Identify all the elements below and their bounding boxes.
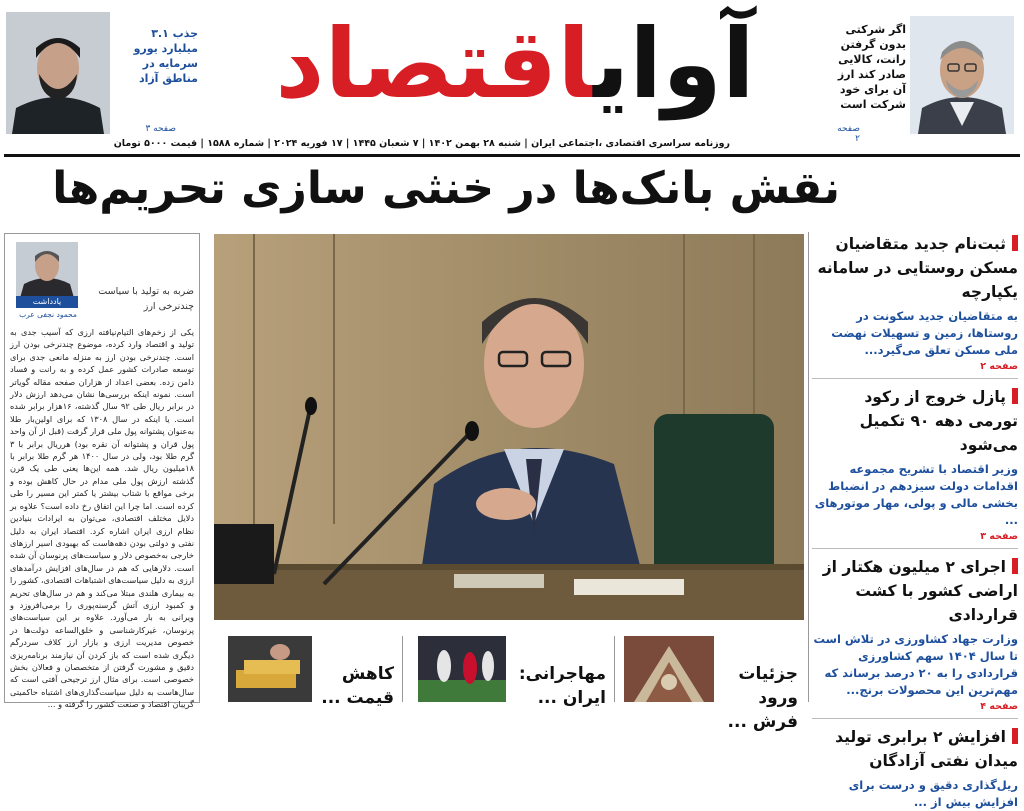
football-photo[interactable] — [418, 636, 506, 702]
news-item[interactable] — [812, 725, 1018, 811]
teaser-right-page[interactable]: صفحه ۲ — [837, 124, 860, 144]
news-item[interactable] — [812, 385, 1018, 542]
carpet-photo[interactable] — [624, 636, 714, 702]
column-divider — [808, 232, 809, 702]
main-photo-icon — [214, 234, 804, 620]
logo-word-avaye: آوای — [593, 8, 755, 120]
news-item[interactable] — [812, 555, 1018, 712]
news-item-title[interactable]: افزایش ۲ برابری تولید میدان نفتی آزادگان — [812, 725, 1018, 773]
bottom-teaser-title[interactable]: جزئیات ورود فرش ... — [727, 664, 798, 732]
news-item[interactable] — [812, 232, 1018, 372]
opinion-author[interactable]: محمود نجفی عرب — [19, 310, 77, 319]
news-item-page[interactable]: صفحه ۴ — [980, 701, 1018, 712]
bottom-teaser-title[interactable]: مهاجرانی: ایران ... — [518, 664, 606, 708]
opinion-title[interactable]: ضربه به تولید با سیاست چندنرخی ارز — [98, 286, 194, 312]
carpet-photo-icon — [624, 636, 714, 702]
gold-photo-icon — [228, 636, 312, 702]
divider — [812, 378, 1018, 379]
news-item-body: به متقاضیان جدید سکونت در روستاها، زمین و تسهیلات نهضت ملی مسکن تعلق می‌گیرد... — [831, 309, 1018, 357]
right-column — [812, 232, 1018, 811]
teaser-left-text[interactable]: جذب ۳.۱ میلیارد یورو سرمایه در مناطق آزاد — [133, 27, 198, 85]
divider — [812, 718, 1018, 719]
news-item-title[interactable]: پازل خروج از رکود تورمی دهه ۹۰ تکمیل می‌شود — [812, 385, 1018, 457]
teaser-left-page[interactable]: صفحه ۳ — [145, 124, 176, 134]
news-item-body: ریل‌گذاری دقیق و درست برای افزایش بیش از ... — [848, 778, 1018, 809]
main-headline[interactable]: نقش بانک‌ها در خنثی سازی تحریم‌ها — [52, 163, 840, 214]
opinion-body: یکی از زخم‌های التیام‌نیافته ارزی که آسیب جدی به تولید و اقتصاد وارد کرده، موضوع چندنرخی بودن ارز است. چندنرخی بودن ارز به منزله مانعی جدی برای توسعه صادرات کشور عمل کرده و به رانت و فساد دامن زده. بعضی اعداد از هزاران صفحه مقاله گویاتر است. نمونه اینکه بررسی‌ها نشان می‌دهد ارزش دلار در برابر ریال طی ۹۲ سال گذشته، ۱۶هزار برابر شده است. یا اینکه در سال ۱۳۰۸ که برای اولین‌بار طلا به‌عنوان پشتوانه پول ملی قرار گرفت (قبل از آن واحد پول قران و پشتوانه آن نقره بود) هرریال برابر با ۳ گرم طلا بود، ولی در سال ۱۴۰۰ هر گرم طلا برابر با ۱۸میلیون ریال شد. همه این‌ها یعنی طی یک قرن گذشته ارزش پول ملی مدام در حال کاهش بوده و برخی مواقع با شتاب بیشتر یا کمتر این مسیر را طی کرده است. اما چرا این اتفاق رخ داده است؟ علاوه بر دلایل مختلف اقتصادی، می‌توان به ایرادات بنیادین نظام ارزی ایران اشاره کرد. اقتصاد ایران به دلیل نفتی و دولتی بودن دهه‌هاست که بهبودی اسیر ارزهای خارجی به‌خصوص دلار و سیاست‌های پرنوسان آن شده است. دلارهایی که هم در سال‌های افزایش درآمدهای ارزی به دلیل سیاست‌های اشتباهات اقتصادی، کشور را به بیماری هلندی مبتلا می‌کند و هم در سال‌های تحریم و کمبود ارزی آتش گرسنه‌پوری را برمی‌افروزد و ویرانی به بار می‌آورد. علاوه بر این سیاست‌های پرنوسان، غیرکارشناسی و خلق‌الساعه دولت‌ها در خصوص مدیریت ارزی و بازار ارز کلاف سردرگم دیگری شده است که باز کردن آن نیازمند برنامه‌ریزی دقیق و مشورت گرفتن از متخصصان و فعالان بخش خصوصی است. برای مثال ارز ترجیحی آفتی است که سال‌هاست به دلیل سیاست‌گذاری‌های اشتباه حاکمیتی گریبان اقتصاد و صنعت کشور را گرفته و ... — [10, 327, 195, 710]
football-photo-icon — [418, 636, 506, 702]
news-item-page[interactable]: صفحه ۳ — [980, 531, 1018, 542]
divider — [812, 548, 1018, 549]
news-item-body: وزیر اقتصاد با تشریح مجموعه اقدامات دولت سیزدهم در انضباط بخشی مالی و پولی، مهار موتورهای ... — [814, 462, 1018, 527]
logo-word-eghtesad: اقتصاد — [275, 8, 594, 120]
main-photo[interactable] — [214, 234, 804, 620]
opinion-tag: یادداشت — [16, 296, 78, 308]
minister-portrait[interactable] — [910, 16, 1014, 134]
dateline: روزنامه سراسری اقتصادی ،اجتماعی ایران | شنبه ۲۸ بهمن ۱۴۰۲ | ۷ شعبان ۱۴۴۵ | ۱۷ فوریه ۲۰۲۴ | شماره ۱۵۸۸ | قیمت ۵۰۰۰ تومان — [113, 138, 730, 149]
masthead-divider — [4, 154, 1020, 157]
portrait-photo-icon — [6, 12, 110, 134]
news-item-body: وزارت جهاد کشاورزی در تلاش است تا سال ۱۴۰۴ سهم کشاورزی قراردادی را به ۲۰ درصد برساند که مهم‌ترین این محصولات برنج... — [813, 632, 1018, 697]
portrait-photo-icon — [16, 242, 78, 298]
divider — [614, 636, 615, 702]
bottom-teaser-title[interactable]: کاهش قیمت ... — [321, 664, 394, 708]
teaser-right-text[interactable]: اگر شرکتی بدون گرفتن رانت، کالایی صادر کند ارز آن برای خود شرکت است — [837, 23, 906, 111]
news-item-title[interactable]: اجرای ۲ میلیون هکتار از اراضی کشور با کشت قراردادی — [812, 555, 1018, 627]
divider — [402, 636, 403, 702]
portrait-photo-icon — [910, 16, 1014, 134]
news-item-title[interactable]: ثبت‌نام جدید متقاضیان مسکن روستایی در سامانه یکپارچه — [812, 232, 1018, 304]
author-photo[interactable] — [16, 242, 78, 298]
masthead-logo[interactable] — [205, 8, 825, 120]
gold-photo[interactable] — [228, 636, 312, 702]
news-item-page[interactable]: صفحه ۲ — [980, 361, 1018, 372]
official-portrait[interactable] — [6, 12, 110, 134]
bottom-strip — [214, 626, 804, 732]
